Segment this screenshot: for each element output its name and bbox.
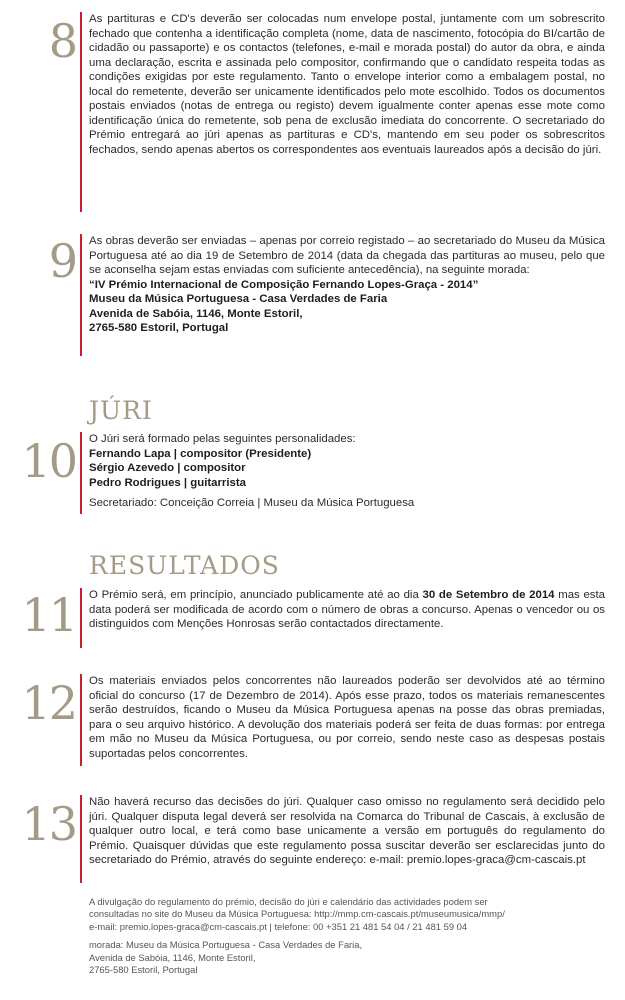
section-number: 12 <box>21 676 76 730</box>
section-text <box>89 432 605 511</box>
address-line: Avenida de Sabóia, 1146, Monte Estoril, <box>89 307 303 320</box>
jury-member: Pedro Rodrigues | guitarrista <box>89 476 246 489</box>
footer <box>89 896 609 976</box>
section-number: 10 <box>21 434 76 488</box>
footer-address-line: 2765-580 Estoril, Portugal <box>89 964 198 976</box>
paragraph: Os materiais enviados pelos concorrentes não laureados poderão ser devolvidos até ao término oficial do concurso (17 de Dezembro de 2014). Após esse prazo, todos os materiais remanescentes serão destruídos, ficando o Museu da Música Portuguesa apenas na posse das obras premiadas, para o seu arquivo histórico. A devolução dos materiais poderá ser feita de duas formas: por entrega em mão no Museu da Música Portuguesa, ou por correio, sendo neste caso as despesas postais suportadas pelos concorrentes. <box>89 675 605 760</box>
paragraph: As partituras e CD's deverão ser colocadas num envelope postal, juntamente com um sobrescrito fechado que contenha a identificação completa (nome, data de nascimento, fotocópia do BI/cartão de cidadão ou passaporte) e os contactos (telefones, e-mail e morada postal) do autor da obra, e ainda uma declaração, escrita e assinada pelo compositor, confirmando que o candidato respeita todas as condições exigidas por este regulamento. Tanto o envelope interior como a embalagem postal, no local do remetente, deverão ser unicamente identificados pelo mote escolhido. Todos os documentos postais enviados (notas de entrega ou registo) devem igualmente conter apenas esse mote como identificação única do remetente, sob pena de exclusão imediata do concorrente. O secretariado do Prémio entregará ao júri apenas as partituras e CD's, mantendo em seu poder os sobrescritos fechados, sendo apenas abertos os correspondentes aos eventuais laureados após a decisão do júri. <box>89 13 605 156</box>
footer-address-line: morada: Museu da Música Portuguesa - Casa Verdades de Faria, <box>89 939 363 951</box>
address-line: “IV Prémio Internacional de Composição Fernando Lopes-Graça - 2014” <box>89 278 479 291</box>
heading-resultados: RESULTADOS <box>89 551 280 580</box>
footer-line: consultadas no site do Museu da Música Portuguesa: http://mmp.cm-cascais.pt/museumusica/mmp/ <box>89 908 505 920</box>
address-line: Museu da Música Portuguesa - Casa Verdades de Faria <box>89 293 388 305</box>
footer-address-line: Avenida de Sabóia, 1146, Monte Estoril, <box>89 951 256 963</box>
footer-line: A divulgação do regulamento do prémio, decisão do júri e calendário das actividades podem ser <box>89 896 488 907</box>
section-text <box>89 588 605 632</box>
jury-member: Fernando Lapa | compositor (Presidente) <box>89 447 312 460</box>
jury-secretariado: Secretariado: Conceição Correia | Museu da Música Portuguesa <box>89 497 415 509</box>
section-divider <box>80 795 82 883</box>
section-text <box>89 674 605 761</box>
section-number: 8 <box>48 14 76 68</box>
section-text <box>89 795 605 868</box>
announcement-date: 30 de Setembro de 2014 <box>422 589 555 601</box>
section-divider <box>80 588 82 648</box>
paragraph: As obras deverão ser enviadas – apenas por correio registado – ao secretariado do Museu da Música Portuguesa até ao dia 19 de Setembro de 2014 (data da chegada das partituras ao museu, pelo que se aconselha sejam estas enviadas com suficiente antecedência), na seguinte morada: <box>89 235 605 276</box>
paragraph: O Prémio será, em princípio, anunciado publicamente até ao dia 30 de Setembro de 2014 mas esta data poderá ser modificada de acordo com o número de obras a concurso. Apenas o vencedor ou os distinguidos com Menções Honrosas serão contactados directamente. <box>89 589 605 630</box>
section-text <box>89 234 605 336</box>
section-number: 11 <box>21 588 76 642</box>
section-number: 13 <box>21 797 76 851</box>
section-divider <box>80 12 82 212</box>
section-divider <box>80 432 82 514</box>
section-divider <box>80 234 82 356</box>
section-divider <box>80 674 82 766</box>
heading-juri: JÚRI <box>89 396 153 425</box>
address-line: 2765-580 Estoril, Portugal <box>89 322 229 334</box>
jury-intro: O Júri será formado pelas seguintes personalidades: <box>89 433 356 445</box>
jury-member: Sérgio Azevedo | compositor <box>89 462 246 474</box>
section-number: 9 <box>48 234 76 288</box>
section-text <box>89 12 605 157</box>
paragraph: Não haverá recurso das decisões do júri. Qualquer caso omisso no regulamento será decidido pelo júri. Qualquer disputa legal deverá ser resolvida na Comarca do Tribunal de Cascais, à exclusão de qualquer outro local, e terá como base unicamente a versão em português do regulamento do Prémio. Quaisquer dúvidas que este regulamento possa suscitar deverão ser esclarecidas junto do secretariado do Prémio, através do seguinte endereço: e-mail: premio.lopes-graca@cm-cascais.pt <box>89 796 605 866</box>
footer-line: e-mail: premio.lopes-graca@cm-cascais.pt | telefone: 00 +351 21 481 54 04 / 21 481 59 04 <box>89 920 468 932</box>
